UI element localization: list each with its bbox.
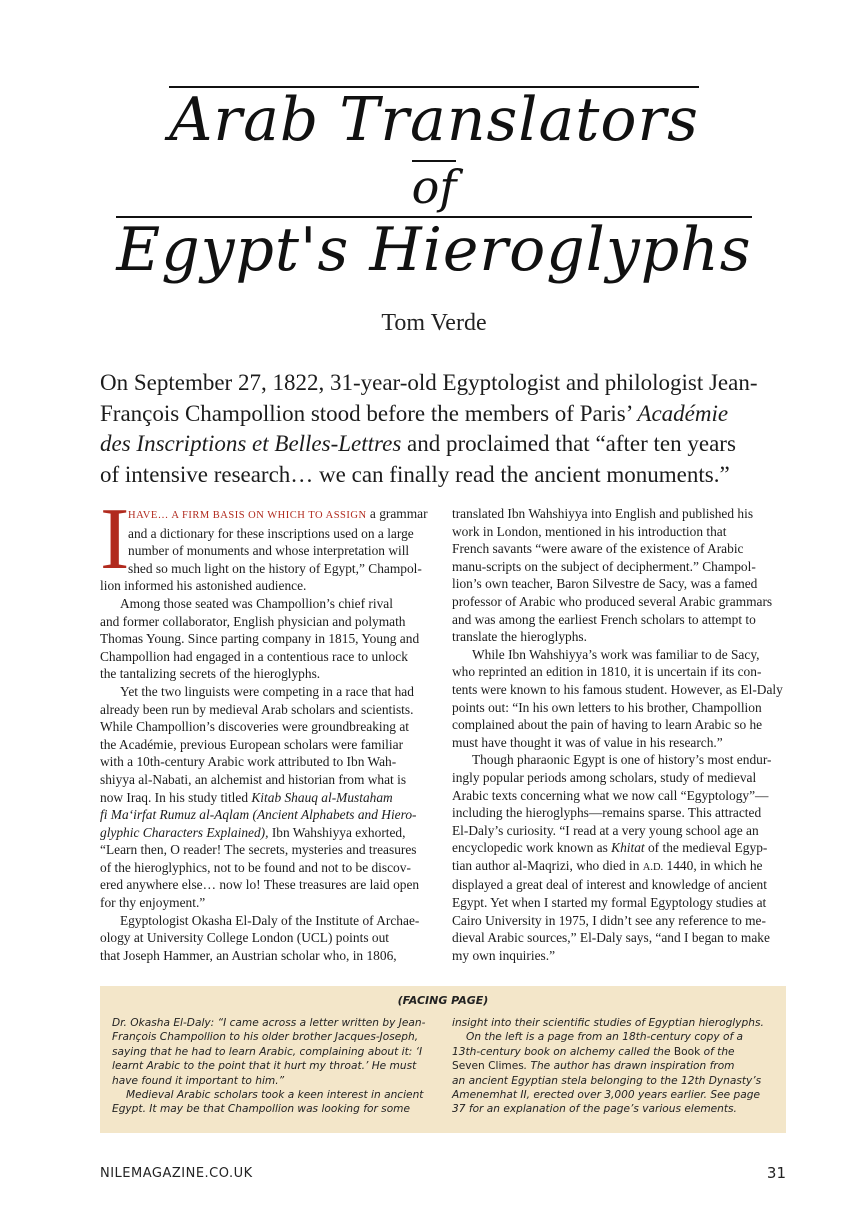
body-line: lion informed his astonished audience. xyxy=(100,578,307,594)
body-line: French savants “were aware of the existence of Arabic xyxy=(452,541,744,557)
body-line: and a dictionary for these inscriptions used on a large xyxy=(128,525,414,541)
body-line: Thomas Young. Since parting company in 1815, Young and xyxy=(100,631,420,647)
body-line: While Champollion’s discoveries were groundbreaking at xyxy=(100,719,410,735)
caption-line: saying that he had to learn Arabic, complaining about it: ‘I xyxy=(112,1045,423,1058)
body-line: my own inquiries.” xyxy=(452,947,556,963)
body-line: manu-scripts on the subject of decipherment.” Champol- xyxy=(452,558,756,574)
body-line: displayed a great deal of interest and knowledge of ancient xyxy=(452,877,767,893)
body-line: and former collaborator, English physician and polymath xyxy=(100,613,406,629)
caption-line: Amenemhat II, erected over 3,000 years earlier. See page xyxy=(452,1089,761,1102)
body-line: ered anywhere else… now lo! These treasures are laid open xyxy=(100,877,420,893)
body-line: translate the hieroglyphs. xyxy=(452,629,587,645)
body-line: now Iraq. In his study titled Kitab Shauq al-Mustaham xyxy=(100,789,393,805)
drop-cap: I xyxy=(100,491,130,588)
caption-line: Dr. Okasha El-Daly: “I came across a letter written by Jean- xyxy=(112,1017,426,1029)
caption-heading: (FACING PAGE) xyxy=(397,994,489,1007)
lede-paragraph xyxy=(100,368,786,490)
body-line: must have thought it was of value in his research.” xyxy=(452,734,723,750)
body-line: tents were known to his famous student. However, as El-Daly xyxy=(452,681,783,697)
body-line: Egyptologist Okasha El-Daly of the Institute of Archae- xyxy=(120,912,420,928)
author-byline: Tom Verde xyxy=(381,310,487,336)
opening-small-caps: HAVE… A FIRM BASIS ON WHICH TO ASSIGN xyxy=(128,510,367,521)
caption-line: On the left is a page from an 18th-century copy of a xyxy=(466,1031,744,1044)
lede-line: of intensive research… we can finally read the ancient monuments.” xyxy=(100,461,730,487)
title-line-3: Egypt's Hieroglyphs xyxy=(116,215,752,285)
body-line: that Joseph Hammer, an Austrian scholar who, in 1806, xyxy=(100,947,397,963)
body-line: Champollion had engaged in a contentious race to unlock xyxy=(100,648,408,664)
body-line: ology at University College London (UCL) points out xyxy=(100,930,389,946)
caption-line: have found it important to him.” xyxy=(112,1074,285,1087)
title-line-2: of xyxy=(411,160,457,214)
body-line: El-Daly’s curiosity. “I read at a very young school age an xyxy=(452,822,759,838)
caption-box xyxy=(100,986,786,1133)
body-line: Though pharaonic Egypt is one of history’s most endur- xyxy=(472,752,772,768)
body-line: including the hieroglyphs—remains sparse. This attracted xyxy=(452,805,762,821)
caption-line: 13th-century book on alchemy called the Book of the xyxy=(452,1045,735,1058)
body-line: shed so much light on the history of Egypt,” Champol- xyxy=(128,560,422,576)
body-line: encyclopedic work known as Khitat of the medieval Egyp- xyxy=(452,840,768,856)
body-line: Yet the two linguists were competing in a race that had xyxy=(120,683,414,699)
body-line: HAVE… A FIRM BASIS ON WHICH TO ASSIGN a grammar xyxy=(128,506,428,521)
body-line: with a 10th-century Arabic work attributed to Ibn Wah- xyxy=(100,754,397,770)
caption-line: learnt Arabic to the point that it hurt my throat.’ He must xyxy=(112,1060,417,1073)
body-line: the tantalizing secrets of the hieroglyphs. xyxy=(100,666,321,682)
page-number: 31 xyxy=(766,1164,786,1182)
body-line: points out: “In his own letters to his brother, Champollion xyxy=(452,699,762,715)
body-line: glyphic Characters Explained), Ibn Wahshiyya exhorted, xyxy=(100,824,406,840)
caption-column-right xyxy=(452,1016,777,1117)
caption-line: François Champollion to his older brother Jacques-Joseph, xyxy=(112,1031,419,1044)
body-line: tian author al-Maqrizi, who died in A.D. 1440, in which he xyxy=(452,857,763,873)
body-line: already been run by medieval Arab scholars and scientists. xyxy=(100,701,414,717)
body-line: fi Ma‘irfat Rumuz al-Aqlam (Ancient Alphabets and Hiero- xyxy=(100,807,417,823)
body-line: “Learn then, O reader! The secrets, mysteries and treasures xyxy=(100,842,417,858)
body-line: for thy enjoyment.” xyxy=(100,895,206,911)
body-line: and was among the earliest French scholars to attempt to xyxy=(452,611,756,627)
body-line: ingly popular periods among scholars, study of medieval xyxy=(452,769,757,785)
body-line: Among those seated was Champollion’s chief rival xyxy=(120,595,393,611)
body-line: of the hieroglyphics, not to be found and not to be discov- xyxy=(100,859,411,875)
lede-line: On September 27, 1822, 31-year-old Egyptologist and philologist Jean- xyxy=(100,370,758,395)
lede-line: François Champollion stood before the members of Paris’ Académie xyxy=(100,400,729,426)
body-line: dieval Arabic sources,” El-Daly says, “and I began to make xyxy=(452,930,770,946)
body-line: Cairo University in 1975, I didn’t see any reference to me- xyxy=(452,912,766,928)
body-line: number of monuments and whose interpretation will xyxy=(128,543,410,559)
body-column-right xyxy=(452,505,786,964)
body-line: who reprinted an edition in 1810, it is uncertain if its con- xyxy=(452,664,762,680)
body-line: While Ibn Wahshiyya’s work was familiar to de Sacy, xyxy=(472,646,760,662)
body-line: lion’s own teacher, Baron Silvestre de Sacy, was a famed xyxy=(452,576,758,592)
caption-line: insight into their scientific studies of Egyptian hieroglyphs. xyxy=(452,1017,764,1029)
caption-line: Medieval Arabic scholars took a keen interest in ancient xyxy=(126,1089,424,1102)
body-line: translated Ibn Wahshiyya into English and published his xyxy=(452,506,754,521)
title-line-1: Arab Translators xyxy=(169,85,699,155)
footer-website: NILEMAGAZINE.CO.UK xyxy=(100,1166,253,1181)
body-line: the Académie, previous European scholars were familiar xyxy=(100,736,404,752)
body-line: work in London, mentioned in his introduction that xyxy=(452,523,727,539)
body-line: Egypt. Yet when I started my formal Egyptology studies at xyxy=(452,895,767,911)
caption-column-left xyxy=(112,1016,432,1117)
caption-line: an ancient Egyptian stela belonging to the 12th Dynasty’s xyxy=(452,1074,762,1087)
body-line: Arabic texts concerning what we now call “Egyptology”— xyxy=(452,787,769,803)
caption-line: Seven Climes. The author has drawn inspiration from xyxy=(452,1060,735,1073)
caption-line: Egypt. It may be that Champollion was looking for some xyxy=(112,1103,411,1116)
body-line: complained about the pain of having to learn Arabic so he xyxy=(452,717,763,733)
body-column-left xyxy=(100,491,433,964)
body-line: professor of Arabic who produced several Arabic grammars xyxy=(452,593,773,609)
body-line: shiyya al-Nabati, an alchemist and historian from what is xyxy=(100,771,407,787)
caption-line: 37 for an explanation of the page’s various elements. xyxy=(452,1103,737,1116)
lede-line: des Inscriptions et Belles-Lettres and proclaimed that “after ten years xyxy=(100,431,736,456)
